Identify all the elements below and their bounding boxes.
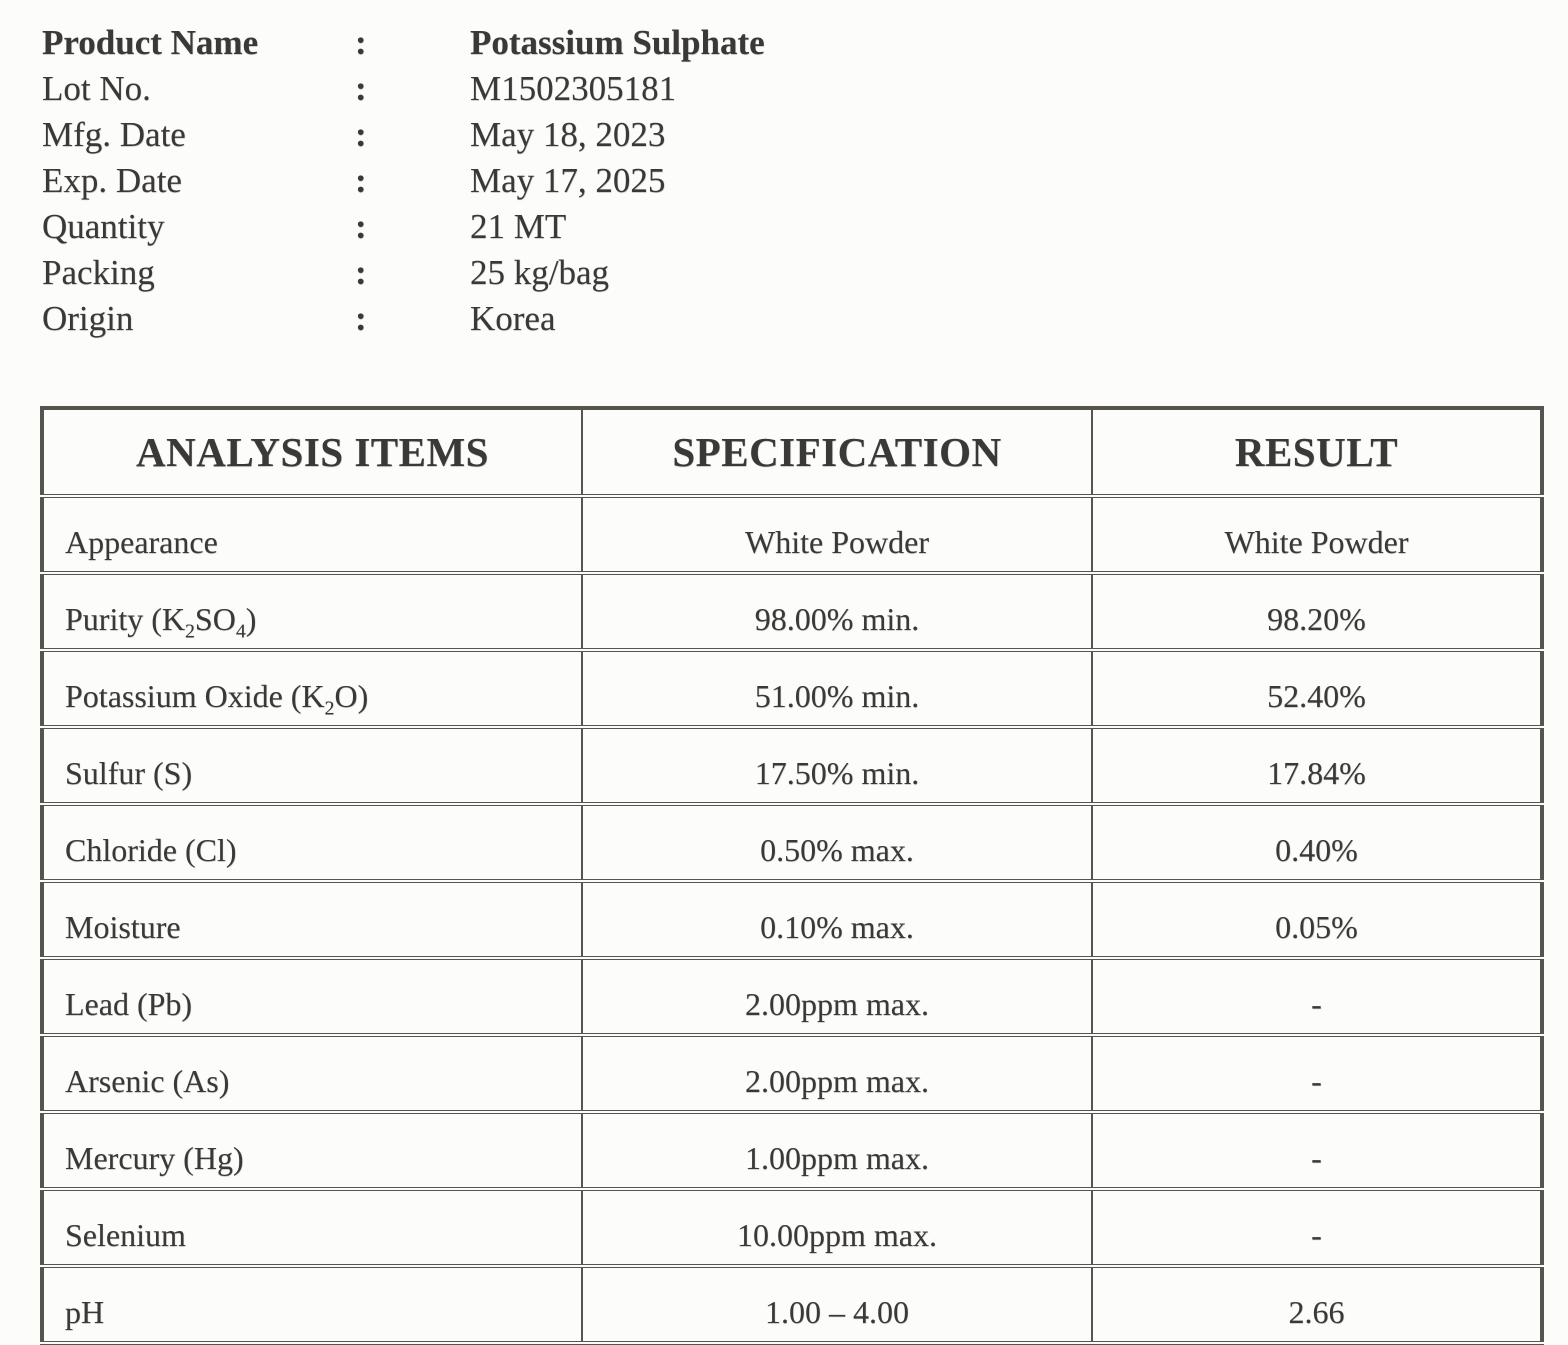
product-field-row xyxy=(42,296,1568,342)
field-value: 25 kg/bag xyxy=(470,253,610,292)
analysis-item-cell xyxy=(42,1035,582,1112)
result-cell: - xyxy=(1092,1035,1542,1112)
analysis-item-cell xyxy=(42,1112,582,1189)
item-text: Purity (K xyxy=(65,601,185,637)
table-row xyxy=(42,573,1542,650)
analysis-item-cell xyxy=(42,496,582,573)
specification-cell: 10.00ppm max. xyxy=(582,1189,1092,1266)
result-cell: 0.05% xyxy=(1092,881,1542,958)
chemical-subscript: 4 xyxy=(235,620,246,643)
field-label: Lot No. xyxy=(42,69,151,108)
field-value: May 18, 2023 xyxy=(470,115,666,154)
result-cell: - xyxy=(1092,1112,1542,1189)
item-text: Mercury (Hg) xyxy=(65,1140,244,1176)
table-row xyxy=(42,496,1542,573)
table-row xyxy=(42,804,1542,881)
item-text: Sulfur (S) xyxy=(65,755,193,791)
table-header-row xyxy=(42,408,1542,496)
product-info-block xyxy=(0,0,1568,342)
result-cell: 52.40% xyxy=(1092,650,1542,727)
specification-cell: 2.00ppm max. xyxy=(582,1035,1092,1112)
product-field-row xyxy=(42,20,1568,66)
item-text: Moisture xyxy=(65,909,181,945)
result-cell: 17.84% xyxy=(1092,727,1542,804)
table-row xyxy=(42,1112,1542,1189)
item-text: pH xyxy=(65,1294,105,1330)
column-header-result: RESULT xyxy=(1092,408,1542,496)
field-label: Packing xyxy=(42,253,155,292)
table-row xyxy=(42,650,1542,727)
table-row xyxy=(42,1189,1542,1266)
specification-cell: 2.00ppm max. xyxy=(582,958,1092,1035)
chemical-subscript: 2 xyxy=(324,697,335,720)
analysis-item-cell xyxy=(42,958,582,1035)
item-text: SO xyxy=(194,601,236,637)
item-text: Potassium Oxide (K xyxy=(65,678,325,714)
table-row xyxy=(42,958,1542,1035)
item-text: Lead (Pb) xyxy=(65,986,193,1022)
result-cell: 98.20% xyxy=(1092,573,1542,650)
product-field-row xyxy=(42,250,1568,296)
column-header-specification: SPECIFICATION xyxy=(582,408,1092,496)
product-field-row xyxy=(42,112,1568,158)
chemical-subscript: 2 xyxy=(185,620,195,643)
field-colon: : xyxy=(355,253,367,292)
table-row xyxy=(42,1035,1542,1112)
item-text: O) xyxy=(334,678,369,714)
field-colon: : xyxy=(355,207,367,246)
analysis-table-body xyxy=(42,496,1542,1343)
specification-cell: 51.00% min. xyxy=(582,650,1092,727)
field-value: Potassium Sulphate xyxy=(470,23,765,62)
column-header-analysis-items: ANALYSIS ITEMS xyxy=(42,408,582,496)
field-label: Mfg. Date xyxy=(42,115,186,154)
analysis-item-cell xyxy=(42,1266,582,1343)
specification-cell: 98.00% min. xyxy=(582,573,1092,650)
item-text: Chloride (Cl) xyxy=(65,832,237,868)
field-value: Korea xyxy=(470,299,556,338)
analysis-item-cell xyxy=(42,1189,582,1266)
item-text: Selenium xyxy=(65,1217,186,1253)
product-field-row xyxy=(42,66,1568,112)
analysis-item-cell xyxy=(42,573,582,650)
item-text: ) xyxy=(245,601,257,637)
specification-cell: White Powder xyxy=(582,496,1092,573)
result-cell: White Powder xyxy=(1092,496,1542,573)
specification-cell: 0.50% max. xyxy=(582,804,1092,881)
analysis-item-cell xyxy=(42,804,582,881)
field-label: Product Name xyxy=(42,23,259,62)
table-row xyxy=(42,727,1542,804)
specification-cell: 1.00 – 4.00 xyxy=(582,1266,1092,1343)
field-label: Exp. Date xyxy=(42,161,182,200)
analysis-table xyxy=(40,406,1544,1345)
result-cell: - xyxy=(1092,958,1542,1035)
product-field-row xyxy=(42,204,1568,250)
table-row xyxy=(42,1266,1542,1343)
analysis-item-cell xyxy=(42,881,582,958)
field-label: Quantity xyxy=(42,207,165,246)
field-colon: : xyxy=(355,161,367,200)
table-row xyxy=(42,881,1542,958)
field-value: May 17, 2025 xyxy=(470,161,666,200)
field-colon: : xyxy=(355,115,367,154)
product-field-row xyxy=(42,158,1568,204)
field-colon: : xyxy=(355,23,367,62)
result-cell: 0.40% xyxy=(1092,804,1542,881)
field-label: Origin xyxy=(42,299,134,338)
analysis-item-cell xyxy=(42,650,582,727)
field-colon: : xyxy=(355,299,367,338)
analysis-table-head xyxy=(42,408,1542,496)
field-value: 21 MT xyxy=(470,207,567,246)
result-cell: 2.66 xyxy=(1092,1266,1542,1343)
field-colon: : xyxy=(355,69,367,108)
specification-cell: 17.50% min. xyxy=(582,727,1092,804)
result-cell: - xyxy=(1092,1189,1542,1266)
item-text: Arsenic (As) xyxy=(65,1063,230,1099)
analysis-item-cell xyxy=(42,727,582,804)
specification-cell: 0.10% max. xyxy=(582,881,1092,958)
field-value: M1502305181 xyxy=(470,69,677,108)
item-text: Appearance xyxy=(65,524,218,560)
specification-cell: 1.00ppm max. xyxy=(582,1112,1092,1189)
